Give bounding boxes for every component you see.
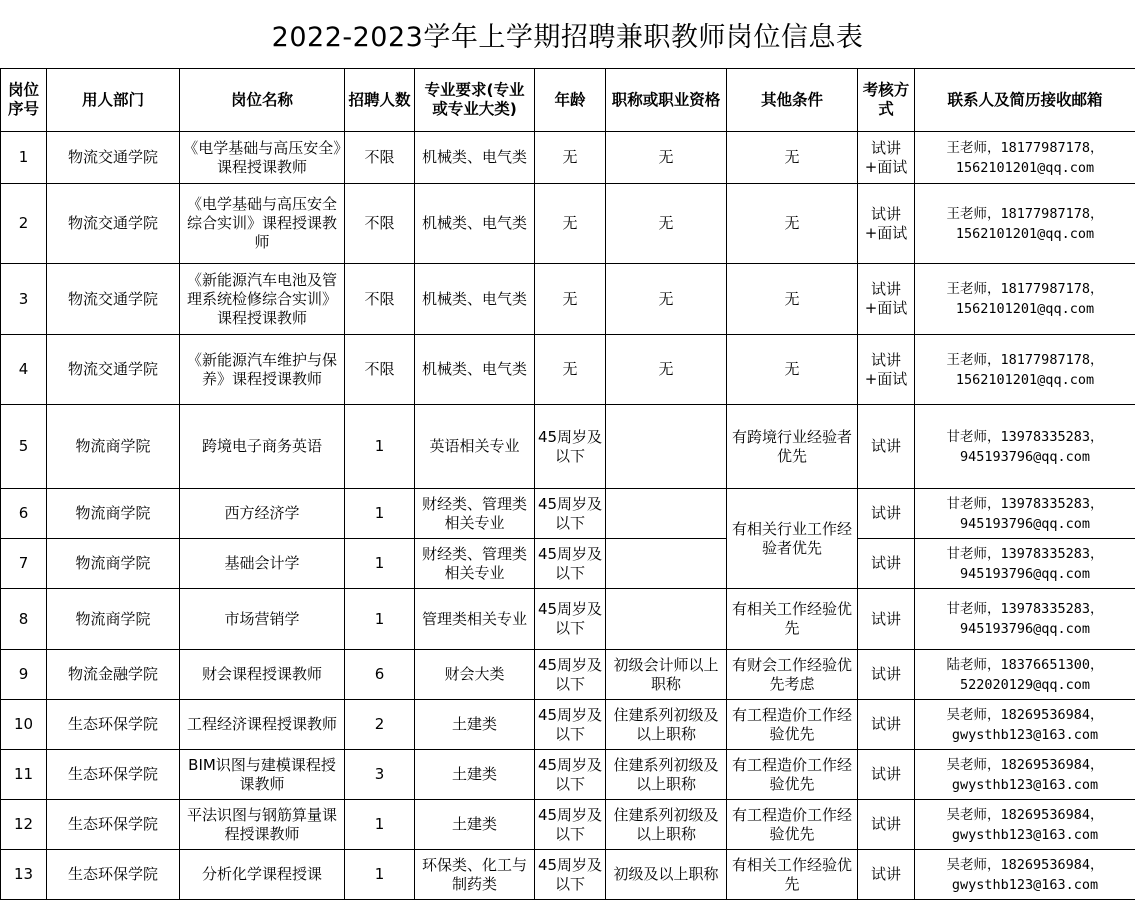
cell-title-req: 无 bbox=[606, 184, 727, 264]
cell-age: 45周岁及以下 bbox=[535, 750, 606, 800]
cell-count: 3 bbox=[345, 750, 415, 800]
cell-dept: 生态环保学院 bbox=[47, 750, 180, 800]
cell-contact bbox=[915, 650, 1135, 700]
cell-dept: 物流交通学院 bbox=[47, 335, 180, 405]
contact-email: 945193796@qq.com bbox=[917, 564, 1133, 584]
contact-line: 甘老师，13978335283， bbox=[917, 494, 1133, 514]
cell-age: 无 bbox=[535, 335, 606, 405]
cell-other: 无 bbox=[727, 335, 858, 405]
header-position: 岗位名称 bbox=[180, 69, 345, 132]
cell-exam: 试讲 bbox=[858, 589, 915, 650]
cell-position: 平法识图与钢筋算量课程授课教师 bbox=[180, 800, 345, 850]
contact-line: 王老师，18177987178， bbox=[917, 279, 1133, 299]
cell-count: 1 bbox=[345, 405, 415, 489]
table-row bbox=[1, 335, 1135, 405]
cell-other: 有工程造价工作经验优先 bbox=[727, 800, 858, 850]
cell-title-req: 初级及以上职称 bbox=[606, 850, 727, 900]
cell-position: 《电学基础与高压安全》课程授课教师 bbox=[180, 132, 345, 184]
contact-email: 945193796@qq.com bbox=[917, 619, 1133, 639]
cell-dept: 物流商学院 bbox=[47, 489, 180, 539]
table-row bbox=[1, 800, 1135, 850]
cell-position: 西方经济学 bbox=[180, 489, 345, 539]
contact-line: 甘老师，13978335283， bbox=[917, 599, 1133, 619]
cell-dept: 物流交通学院 bbox=[47, 132, 180, 184]
contact-line: 王老师，18177987178， bbox=[917, 350, 1133, 370]
contact-line: 陆老师，18376651300， bbox=[917, 655, 1133, 675]
cell-count: 1 bbox=[345, 850, 415, 900]
cell-contact bbox=[915, 800, 1135, 850]
contact-line: 吴老师，18269536984， bbox=[917, 705, 1133, 725]
contact-line: 甘老师，13978335283， bbox=[917, 427, 1133, 447]
cell-seq: 4 bbox=[1, 335, 47, 405]
table-row bbox=[1, 184, 1135, 264]
cell-seq: 1 bbox=[1, 132, 47, 184]
table-row bbox=[1, 132, 1135, 184]
header-other: 其他条件 bbox=[727, 69, 858, 132]
cell-age: 45周岁及以下 bbox=[535, 650, 606, 700]
table-row bbox=[1, 539, 1135, 589]
cell-seq: 13 bbox=[1, 850, 47, 900]
contact-email: 1562101201@qq.com bbox=[917, 299, 1133, 319]
cell-dept: 生态环保学院 bbox=[47, 800, 180, 850]
contact-line: 吴老师，18269536984， bbox=[917, 855, 1133, 875]
cell-contact bbox=[915, 184, 1135, 264]
table-row bbox=[1, 700, 1135, 750]
contact-line: 王老师，18177987178， bbox=[917, 138, 1133, 158]
cell-contact bbox=[915, 264, 1135, 335]
cell-contact bbox=[915, 335, 1135, 405]
cell-title-req bbox=[606, 539, 727, 589]
cell-major: 管理类相关专业 bbox=[415, 589, 535, 650]
cell-seq: 6 bbox=[1, 489, 47, 539]
cell-age: 45周岁及以下 bbox=[535, 850, 606, 900]
cell-seq: 9 bbox=[1, 650, 47, 700]
cell-position: 《新能源汽车电池及管理系统检修综合实训》课程授课教师 bbox=[180, 264, 345, 335]
contact-email: 1562101201@qq.com bbox=[917, 224, 1133, 244]
cell-dept: 物流商学院 bbox=[47, 405, 180, 489]
cell-seq: 7 bbox=[1, 539, 47, 589]
cell-seq: 2 bbox=[1, 184, 47, 264]
contact-email: 1562101201@qq.com bbox=[917, 370, 1133, 390]
cell-title-req bbox=[606, 589, 727, 650]
table-row bbox=[1, 489, 1135, 539]
contact-email: 945193796@qq.com bbox=[917, 447, 1133, 467]
cell-position: 市场营销学 bbox=[180, 589, 345, 650]
cell-exam: 试讲 bbox=[858, 539, 915, 589]
cell-exam: 试讲 bbox=[858, 405, 915, 489]
cell-position: 跨境电子商务英语 bbox=[180, 405, 345, 489]
table-row bbox=[1, 264, 1135, 335]
cell-major: 机械类、电气类 bbox=[415, 184, 535, 264]
cell-contact bbox=[915, 132, 1135, 184]
cell-title-req: 住建系列初级及以上职称 bbox=[606, 700, 727, 750]
contact-email: gwysthb123@163.com bbox=[917, 825, 1133, 845]
table-row bbox=[1, 850, 1135, 900]
cell-exam: 试讲+面试 bbox=[858, 184, 915, 264]
cell-seq: 12 bbox=[1, 800, 47, 850]
contact-email: gwysthb123@163.com bbox=[917, 725, 1133, 745]
table-row bbox=[1, 589, 1135, 650]
cell-other: 有跨境行业经验者优先 bbox=[727, 405, 858, 489]
contact-email: gwysthb123@163.com bbox=[917, 875, 1133, 895]
cell-title-req: 住建系列初级及以上职称 bbox=[606, 800, 727, 850]
cell-major: 机械类、电气类 bbox=[415, 264, 535, 335]
header-age: 年龄 bbox=[535, 69, 606, 132]
cell-contact bbox=[915, 589, 1135, 650]
cell-exam: 试讲 bbox=[858, 489, 915, 539]
contact-line: 吴老师，18269536984， bbox=[917, 805, 1133, 825]
contact-email: 1562101201@qq.com bbox=[917, 158, 1133, 178]
cell-count: 1 bbox=[345, 489, 415, 539]
cell-title-req bbox=[606, 405, 727, 489]
cell-title-req bbox=[606, 489, 727, 539]
cell-age: 无 bbox=[535, 184, 606, 264]
cell-dept: 物流金融学院 bbox=[47, 650, 180, 700]
header-dept: 用人部门 bbox=[47, 69, 180, 132]
cell-exam: 试讲+面试 bbox=[858, 264, 915, 335]
cell-seq: 11 bbox=[1, 750, 47, 800]
cell-count: 不限 bbox=[345, 335, 415, 405]
header-exam: 考核方式 bbox=[858, 69, 915, 132]
cell-title-req: 住建系列初级及以上职称 bbox=[606, 750, 727, 800]
header-seq: 岗位序号 bbox=[1, 69, 47, 132]
header-row bbox=[1, 69, 1135, 132]
header-count: 招聘人数 bbox=[345, 69, 415, 132]
cell-position: 基础会计学 bbox=[180, 539, 345, 589]
table-body bbox=[1, 132, 1135, 900]
cell-exam: 试讲 bbox=[858, 700, 915, 750]
cell-other: 无 bbox=[727, 264, 858, 335]
cell-exam: 试讲 bbox=[858, 750, 915, 800]
cell-major: 财会大类 bbox=[415, 650, 535, 700]
contact-line: 吴老师，18269536984， bbox=[917, 755, 1133, 775]
cell-seq: 5 bbox=[1, 405, 47, 489]
page-title: 2022-2023学年上学期招聘兼职教师岗位信息表 bbox=[0, 0, 1135, 68]
contact-email: 522020129@qq.com bbox=[917, 675, 1133, 695]
cell-other: 有相关工作经验优先 bbox=[727, 589, 858, 650]
cell-other: 有工程造价工作经验优先 bbox=[727, 700, 858, 750]
cell-other: 有相关行业工作经验者优先 bbox=[727, 489, 858, 589]
cell-count: 6 bbox=[345, 650, 415, 700]
cell-seq: 10 bbox=[1, 700, 47, 750]
cell-major: 机械类、电气类 bbox=[415, 335, 535, 405]
cell-age: 无 bbox=[535, 132, 606, 184]
cell-dept: 物流商学院 bbox=[47, 539, 180, 589]
cell-major: 土建类 bbox=[415, 800, 535, 850]
cell-contact bbox=[915, 489, 1135, 539]
cell-major: 财经类、管理类相关专业 bbox=[415, 489, 535, 539]
cell-age: 45周岁及以下 bbox=[535, 405, 606, 489]
header-major: 专业要求(专业或专业大类) bbox=[415, 69, 535, 132]
table-row bbox=[1, 650, 1135, 700]
cell-count: 1 bbox=[345, 539, 415, 589]
cell-major: 土建类 bbox=[415, 750, 535, 800]
cell-count: 1 bbox=[345, 800, 415, 850]
cell-dept: 物流交通学院 bbox=[47, 184, 180, 264]
cell-position: 《新能源汽车维护与保养》课程授课教师 bbox=[180, 335, 345, 405]
cell-other: 有相关工作经验优先 bbox=[727, 850, 858, 900]
cell-count: 不限 bbox=[345, 132, 415, 184]
cell-count: 不限 bbox=[345, 184, 415, 264]
cell-contact bbox=[915, 700, 1135, 750]
cell-major: 财经类、管理类相关专业 bbox=[415, 539, 535, 589]
table-row bbox=[1, 405, 1135, 489]
cell-other: 无 bbox=[727, 132, 858, 184]
cell-age: 45周岁及以下 bbox=[535, 700, 606, 750]
cell-position: 工程经济课程授课教师 bbox=[180, 700, 345, 750]
cell-position: 《电学基础与高压安全综合实训》课程授课教师 bbox=[180, 184, 345, 264]
cell-title-req: 无 bbox=[606, 264, 727, 335]
cell-seq: 8 bbox=[1, 589, 47, 650]
cell-dept: 物流交通学院 bbox=[47, 264, 180, 335]
cell-other: 有财会工作经验优先考虑 bbox=[727, 650, 858, 700]
cell-title-req: 初级会计师以上职称 bbox=[606, 650, 727, 700]
cell-contact bbox=[915, 539, 1135, 589]
cell-count: 不限 bbox=[345, 264, 415, 335]
contact-line: 甘老师，13978335283， bbox=[917, 544, 1133, 564]
header-contact: 联系人及简历接收邮箱 bbox=[915, 69, 1135, 132]
recruitment-table bbox=[0, 68, 1135, 900]
cell-dept: 生态环保学院 bbox=[47, 850, 180, 900]
cell-title-req: 无 bbox=[606, 132, 727, 184]
cell-position: 分析化学课程授课 bbox=[180, 850, 345, 900]
cell-count: 1 bbox=[345, 589, 415, 650]
cell-age: 无 bbox=[535, 264, 606, 335]
contact-email: 945193796@qq.com bbox=[917, 514, 1133, 534]
cell-exam: 试讲+面试 bbox=[858, 132, 915, 184]
cell-age: 45周岁及以下 bbox=[535, 589, 606, 650]
table-row bbox=[1, 750, 1135, 800]
cell-major: 土建类 bbox=[415, 700, 535, 750]
contact-email: gwysthb123@163.com bbox=[917, 775, 1133, 795]
cell-age: 45周岁及以下 bbox=[535, 539, 606, 589]
cell-exam: 试讲 bbox=[858, 800, 915, 850]
cell-position: 财会课程授课教师 bbox=[180, 650, 345, 700]
cell-title-req: 无 bbox=[606, 335, 727, 405]
cell-contact bbox=[915, 850, 1135, 900]
cell-count: 2 bbox=[345, 700, 415, 750]
cell-dept: 物流商学院 bbox=[47, 589, 180, 650]
header-title-req: 职称或职业资格 bbox=[606, 69, 727, 132]
cell-major: 机械类、电气类 bbox=[415, 132, 535, 184]
cell-exam: 试讲+面试 bbox=[858, 335, 915, 405]
cell-age: 45周岁及以下 bbox=[535, 489, 606, 539]
cell-other: 有工程造价工作经验优先 bbox=[727, 750, 858, 800]
cell-age: 45周岁及以下 bbox=[535, 800, 606, 850]
cell-major: 环保类、化工与制药类 bbox=[415, 850, 535, 900]
cell-other: 无 bbox=[727, 184, 858, 264]
cell-contact bbox=[915, 750, 1135, 800]
contact-line: 王老师，18177987178， bbox=[917, 204, 1133, 224]
cell-contact bbox=[915, 405, 1135, 489]
cell-position: BIM识图与建模课程授课教师 bbox=[180, 750, 345, 800]
cell-major: 英语相关专业 bbox=[415, 405, 535, 489]
cell-exam: 试讲 bbox=[858, 850, 915, 900]
cell-exam: 试讲 bbox=[858, 650, 915, 700]
cell-dept: 生态环保学院 bbox=[47, 700, 180, 750]
cell-seq: 3 bbox=[1, 264, 47, 335]
